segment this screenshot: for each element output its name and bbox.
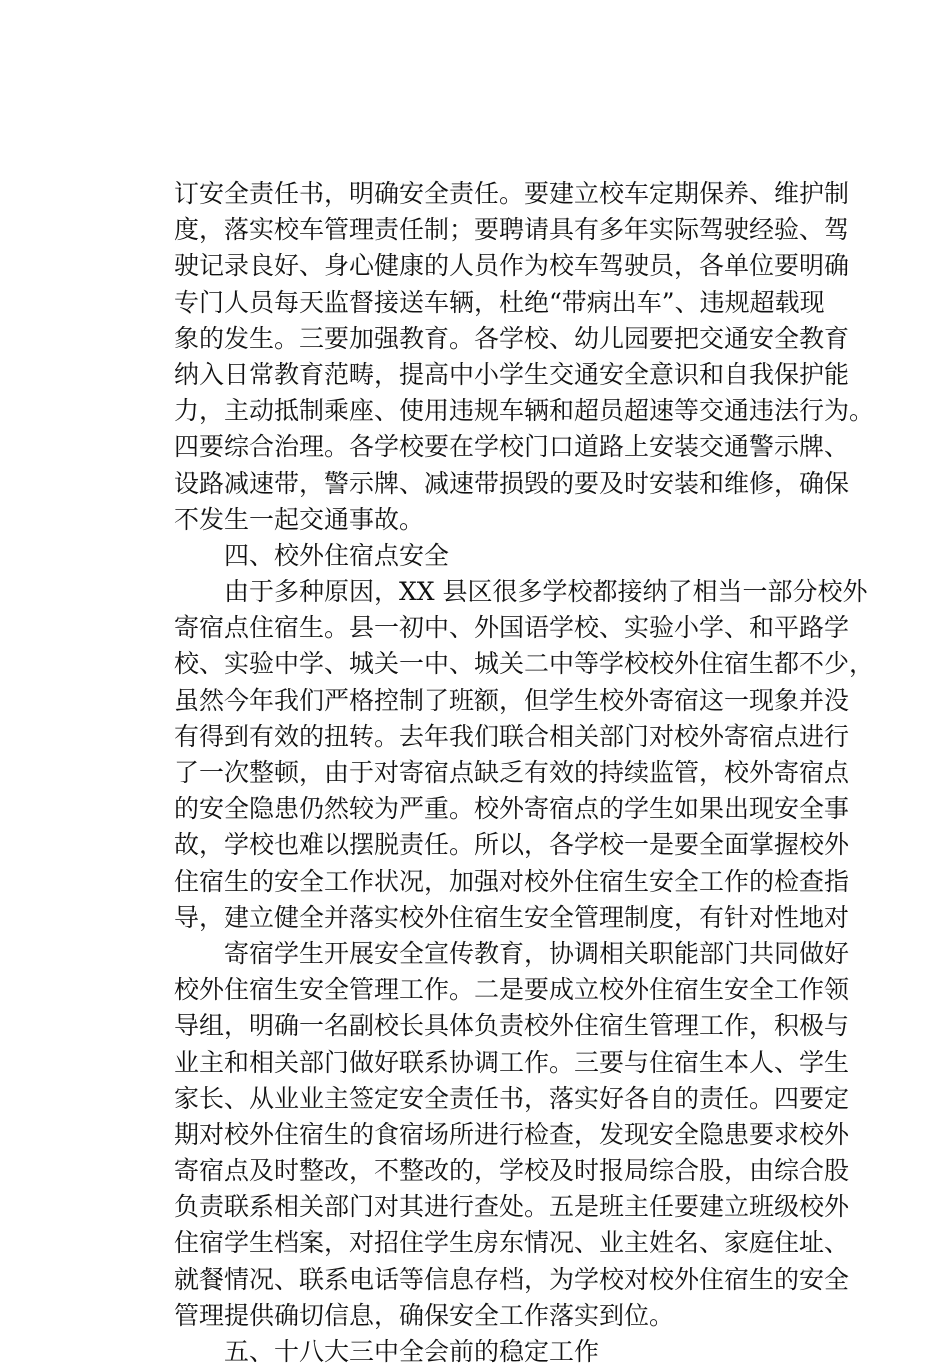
text-line: 寄宿点及时整改，不整改的，学校及时报局综合股，由综合股 — [174, 1156, 850, 1186]
text-line: 四要综合治理。各学校要在学校门口道路上安装交通警示牌、 — [174, 432, 850, 462]
text-line: 负责联系相关部门对其进行查处。五是班主任要建立班级校外 — [174, 1192, 850, 1222]
text-line: 纳入日常教育范畴，提高中小学生交通安全意识和自我保护能 — [174, 359, 850, 389]
text-line: 了一次整顿，由于对寄宿点缺乏有效的持续监管，校外寄宿点 — [174, 758, 850, 787]
text-line: 管理提供确切信息，确保安全工作落实到位。 — [174, 1300, 675, 1330]
text-line: 住宿生的安全工作状况，加强对校外住宿生安全工作的检查指 — [174, 866, 850, 896]
text-line: 度，落实校车管理责任制；要聘请具有多年实际驾驶经验、驾 — [174, 215, 850, 245]
text-line: 导组，明确一名副校长具体负责校外住宿生管理工作，积极与 — [174, 1011, 850, 1041]
text-line: 驶记录良好、身心健康的人员作为校车驾驶员，各单位要明确 — [174, 251, 850, 281]
text-line: 力，主动抵制乘座、使用违规车辆和超员超速等交通违法行为。 — [174, 396, 875, 426]
text-line: 由于多种原因，XX 县区很多学校都接纳了相当一部分校外 — [174, 577, 868, 607]
text-line: 就餐情况、联系电话等信息存档，为学校对校外住宿生的安全 — [174, 1264, 850, 1294]
text-line: 期对校外住宿生的食宿场所进行检查，发现安全隐患要求校外 — [174, 1119, 850, 1149]
section-heading: 五、十八大三中全会前的稳定工作 — [174, 1337, 600, 1366]
text-line: 设路减速带，警示牌、减速带损毁的要及时安装和维修，确保 — [174, 468, 850, 498]
body-text — [174, 176, 875, 1370]
text-line: 故，学校也难以摆脱责任。所以，各学校一是要全面掌握校外 — [174, 830, 850, 860]
text-line: 的安全隐患仍然较为严重。校外寄宿点的学生如果出现安全事 — [174, 794, 850, 824]
text-line: 虽然今年我们严格控制了班额，但学生校外寄宿这一现象并没 — [174, 685, 850, 715]
text-line: 业主和相关部门做好联系协调工作。三要与住宿生本人、学生 — [174, 1047, 850, 1077]
text-line: 专门人员每天监督接送车辆，杜绝“带病出车”、违规超载现 — [174, 287, 825, 317]
text-line: 订安全责任书，明确安全责任。要建立校车定期保养、维护制 — [174, 179, 850, 208]
text-line: 象的发生。三要加强教育。各学校、幼儿园要把交通安全教育 — [174, 323, 850, 353]
section-heading: 四、校外住宿点安全 — [174, 540, 450, 570]
text-line: 导，建立健全并落实校外住宿生安全管理制度，有针对性地对 — [174, 902, 850, 932]
text-line: 寄宿学生开展安全宣传教育，协调相关职能部门共同做好 — [174, 938, 850, 968]
text-line: 寄宿点住宿生。县一初中、外国语学校、实验小学、和平路学 — [174, 613, 850, 643]
text-line: 校外住宿生安全管理工作。二是要成立校外住宿生安全工作领 — [174, 975, 850, 1005]
text-line: 住宿学生档案，对招住学生房东情况、业主姓名、家庭住址、 — [174, 1228, 850, 1258]
text-line: 不发生一起交通事故。 — [174, 504, 425, 534]
text-line: 校、实验中学、城关一中、城关二中等学校校外住宿生都不少， — [174, 649, 875, 679]
text-line: 有得到有效的扭转。去年我们联合相关部门对校外寄宿点进行 — [174, 721, 850, 751]
text-line: 家长、从业业主签定安全责任书，落实好各自的责任。四要定 — [174, 1083, 850, 1113]
